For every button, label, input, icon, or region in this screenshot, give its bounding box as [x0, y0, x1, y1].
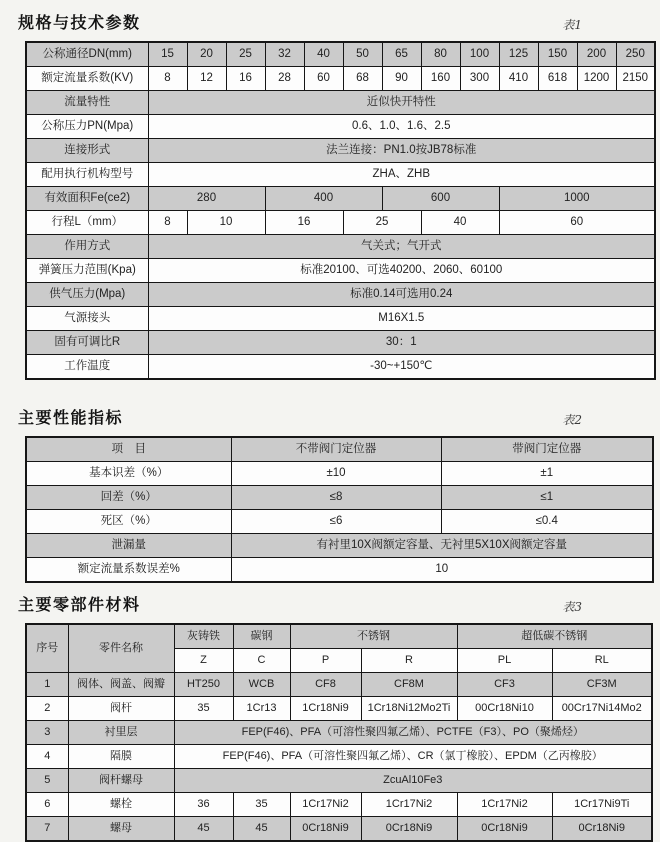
table-row — [26, 67, 655, 91]
table-cell: CF3 — [457, 673, 552, 697]
section-specs — [18, 10, 660, 380]
table-cell: 410 — [499, 67, 538, 91]
row-label-cell: 工作温度 — [26, 355, 148, 380]
table-cell: FEP(F46)、PFA（可溶性聚四氟乙烯）、PCTFE（F3）、PO（聚烯烃） — [174, 721, 652, 745]
section-title-materials: 主要零部件材料 — [18, 597, 141, 614]
table-cell: 90 — [382, 67, 421, 91]
table-cell: 螺栓 — [68, 793, 174, 817]
table-cell: PL — [457, 649, 552, 673]
table-cell: 30：1 — [148, 331, 655, 355]
table-number-label-2: 表2 — [562, 413, 582, 427]
table-cell: 10 — [187, 211, 265, 235]
table-cell: FEP(F46)、PFA（可溶性聚四氟乙烯）、CR（氯丁橡胶）、EPDM（乙丙橡胶） — [174, 745, 652, 769]
table-cell: 20 — [187, 42, 226, 67]
table-cell: 16 — [265, 211, 343, 235]
table-cell: 带阀门定位器 — [441, 437, 653, 462]
table-cell: 1Cr17Ni2 — [457, 793, 552, 817]
table-row — [26, 769, 652, 793]
table-cell: 160 — [421, 67, 460, 91]
row-label-cell: 供气压力(Mpa) — [26, 283, 148, 307]
table-row — [26, 283, 655, 307]
row-label-cell: 3 — [26, 721, 68, 745]
table-cell: ZcuAl10Fe3 — [174, 769, 652, 793]
table-cell: 0Cr18Ni9 — [290, 817, 361, 842]
section-header — [18, 592, 660, 615]
table-cell: 60 — [499, 211, 655, 235]
row-label-cell: Z — [174, 649, 233, 673]
table-cell: 8 — [148, 211, 187, 235]
table-cell: CF3M — [552, 673, 652, 697]
table-row — [26, 42, 655, 67]
table-cell: 45 — [174, 817, 233, 842]
table-cell: 1200 — [577, 67, 616, 91]
table-cell: P — [290, 649, 361, 673]
row-label-cell: 死区（%） — [26, 510, 231, 534]
section-header — [18, 10, 660, 33]
table-cell: 近似快开特性 — [148, 91, 655, 115]
row-label-cell: 固有可调比R — [26, 331, 148, 355]
row-label-cell: 6 — [26, 793, 68, 817]
table-cell: 气关式；气开式 — [148, 235, 655, 259]
table-row — [26, 624, 652, 649]
table-cell: 阀杆 — [68, 697, 174, 721]
table-cell: 衬里层 — [68, 721, 174, 745]
row-label-cell: 额定流量系数(KV) — [26, 67, 148, 91]
table-row — [26, 817, 652, 842]
section-header — [18, 405, 660, 428]
table-cell: 0.6、1.0、1.6、2.5 — [148, 115, 655, 139]
table-cell: 250 — [616, 42, 655, 67]
table-row — [26, 437, 653, 462]
table-cell: ZHA、ZHB — [148, 163, 655, 187]
table-cell: 618 — [538, 67, 577, 91]
table-cell: R — [361, 649, 457, 673]
row-label-cell: 流量特性 — [26, 91, 148, 115]
table-cell: 15 — [148, 42, 187, 67]
row-label-cell: 基本识差（%） — [26, 462, 231, 486]
table-cell: 28 — [265, 67, 304, 91]
table-cell: 12 — [187, 67, 226, 91]
table-cell: 2150 — [616, 67, 655, 91]
row-label-cell: 泄漏量 — [26, 534, 231, 558]
table-cell: 有衬里10X阀额定容量、无衬里5X10X阀额定容量 — [231, 534, 653, 558]
table-cell: 法兰连接：PN1.0按JB78标准 — [148, 139, 655, 163]
row-label-cell: 公称压力PN(Mpa) — [26, 115, 148, 139]
table-cell: ±10 — [231, 462, 441, 486]
table-row — [26, 486, 653, 510]
row-label-cell: 2 — [26, 697, 68, 721]
table-cell: 35 — [233, 793, 290, 817]
table-row — [26, 558, 653, 583]
table-cell: 1000 — [499, 187, 655, 211]
table-cell: WCB — [233, 673, 290, 697]
table-cell: 阀体、阀盖、阀瓣 — [68, 673, 174, 697]
table-cell: 0Cr18Ni9 — [552, 817, 652, 842]
table-cell: 25 — [226, 42, 265, 67]
row-label-cell: 作用方式 — [26, 235, 148, 259]
row-label-cell: 气源接头 — [26, 307, 148, 331]
table-number-label-3: 表3 — [562, 600, 582, 614]
table-cell: 50 — [343, 42, 382, 67]
row-label-cell: 7 — [26, 817, 68, 842]
table-row — [26, 462, 653, 486]
performance-table — [25, 436, 654, 583]
table-cell: ±1 — [441, 462, 653, 486]
row-label-cell: 序号 — [26, 624, 68, 673]
table-cell: 00Cr18Ni10 — [457, 697, 552, 721]
materials-table — [25, 623, 653, 842]
table-cell: 00Cr17Ni14Mo2 — [552, 697, 652, 721]
table-cell: 200 — [577, 42, 616, 67]
row-label-cell: 1 — [26, 673, 68, 697]
table-row — [26, 187, 655, 211]
table-cell: 1Cr17Ni9Ti — [552, 793, 652, 817]
section-title-specs: 规格与技术参数 — [18, 15, 141, 32]
row-label-cell: 行程L（mm） — [26, 211, 148, 235]
table-cell: 隔膜 — [68, 745, 174, 769]
specs-table — [25, 41, 656, 380]
table-cell: ≤8 — [231, 486, 441, 510]
table-row — [26, 115, 655, 139]
table-row — [26, 163, 655, 187]
table-row — [26, 355, 655, 380]
table-cell: ≤6 — [231, 510, 441, 534]
table-cell: 36 — [174, 793, 233, 817]
table-cell: 80 — [421, 42, 460, 67]
table-cell: 0Cr18Ni9 — [457, 817, 552, 842]
section-performance — [18, 405, 660, 583]
table-cell: -30~+150℃ — [148, 355, 655, 380]
table-cell: 300 — [460, 67, 499, 91]
table-cell: 零件名称 — [68, 624, 174, 673]
table-cell: RL — [552, 649, 652, 673]
table-row — [26, 697, 652, 721]
table-cell: 不带阀门定位器 — [231, 437, 441, 462]
row-label-cell: 项 目 — [26, 437, 231, 462]
table-cell: 灰铸铁 — [174, 624, 233, 649]
row-label-cell: 公称通径DN(mm) — [26, 42, 148, 67]
table-row — [26, 745, 652, 769]
row-label-cell: 弹簧压力范围(Kpa) — [26, 259, 148, 283]
table-row — [26, 235, 655, 259]
table-row — [26, 331, 655, 355]
table-cell: 40 — [421, 211, 499, 235]
row-label-cell: 5 — [26, 769, 68, 793]
table-cell: 280 — [148, 187, 265, 211]
table-cell: HT250 — [174, 673, 233, 697]
table-cell: 螺母 — [68, 817, 174, 842]
table-cell: 32 — [265, 42, 304, 67]
table-cell: 0Cr18Ni9 — [361, 817, 457, 842]
table-cell: 标准0.14可选用0.24 — [148, 283, 655, 307]
table-cell: 8 — [148, 67, 187, 91]
table-cell: 1Cr18Ni12Mo2Ti — [361, 697, 457, 721]
table-cell: 68 — [343, 67, 382, 91]
table-cell: 45 — [233, 817, 290, 842]
table-cell: ≤1 — [441, 486, 653, 510]
table-cell: 16 — [226, 67, 265, 91]
table-row — [26, 91, 655, 115]
row-label-cell: 4 — [26, 745, 68, 769]
table-cell: 1Cr17Ni2 — [290, 793, 361, 817]
table-cell: 40 — [304, 42, 343, 67]
table-row — [26, 139, 655, 163]
table-cell: 10 — [231, 558, 653, 583]
section-materials — [18, 592, 660, 842]
row-label-cell: 连接形式 — [26, 139, 148, 163]
table-number-label-1: 表1 — [562, 18, 582, 32]
row-label-cell: 额定流量系数误差% — [26, 558, 231, 583]
table-cell: 600 — [382, 187, 499, 211]
table-cell: 不锈钢 — [290, 624, 457, 649]
table-cell: 碳钢 — [233, 624, 290, 649]
row-label-cell: 有效面积Fe(ce2) — [26, 187, 148, 211]
row-label-cell: 回差（%） — [26, 486, 231, 510]
table-cell: 60 — [304, 67, 343, 91]
table-cell: 35 — [174, 697, 233, 721]
table-row — [26, 673, 652, 697]
table-cell: 125 — [499, 42, 538, 67]
table-row — [26, 793, 652, 817]
table-cell: CF8 — [290, 673, 361, 697]
table-row — [26, 259, 655, 283]
table-cell: 150 — [538, 42, 577, 67]
table-row — [26, 721, 652, 745]
table-cell: 标准20100、可选40200、2060、60100 — [148, 259, 655, 283]
table-row — [26, 510, 653, 534]
row-label-cell: 配用执行机构型号 — [26, 163, 148, 187]
table-cell: 400 — [265, 187, 382, 211]
table-cell: 100 — [460, 42, 499, 67]
table-row — [26, 211, 655, 235]
table-cell: 1Cr18Ni9 — [290, 697, 361, 721]
table-cell: 1Cr13 — [233, 697, 290, 721]
table-cell: 超低碳不锈钢 — [457, 624, 652, 649]
table-cell: CF8M — [361, 673, 457, 697]
table-cell: 25 — [343, 211, 421, 235]
table-cell: 1Cr17Ni2 — [361, 793, 457, 817]
table-cell: ≤0.4 — [441, 510, 653, 534]
table-cell: 65 — [382, 42, 421, 67]
table-cell: C — [233, 649, 290, 673]
table-row — [26, 307, 655, 331]
table-cell: M16X1.5 — [148, 307, 655, 331]
table-cell: 阀杆螺母 — [68, 769, 174, 793]
table-row — [26, 534, 653, 558]
section-title-performance: 主要性能指标 — [18, 410, 124, 427]
